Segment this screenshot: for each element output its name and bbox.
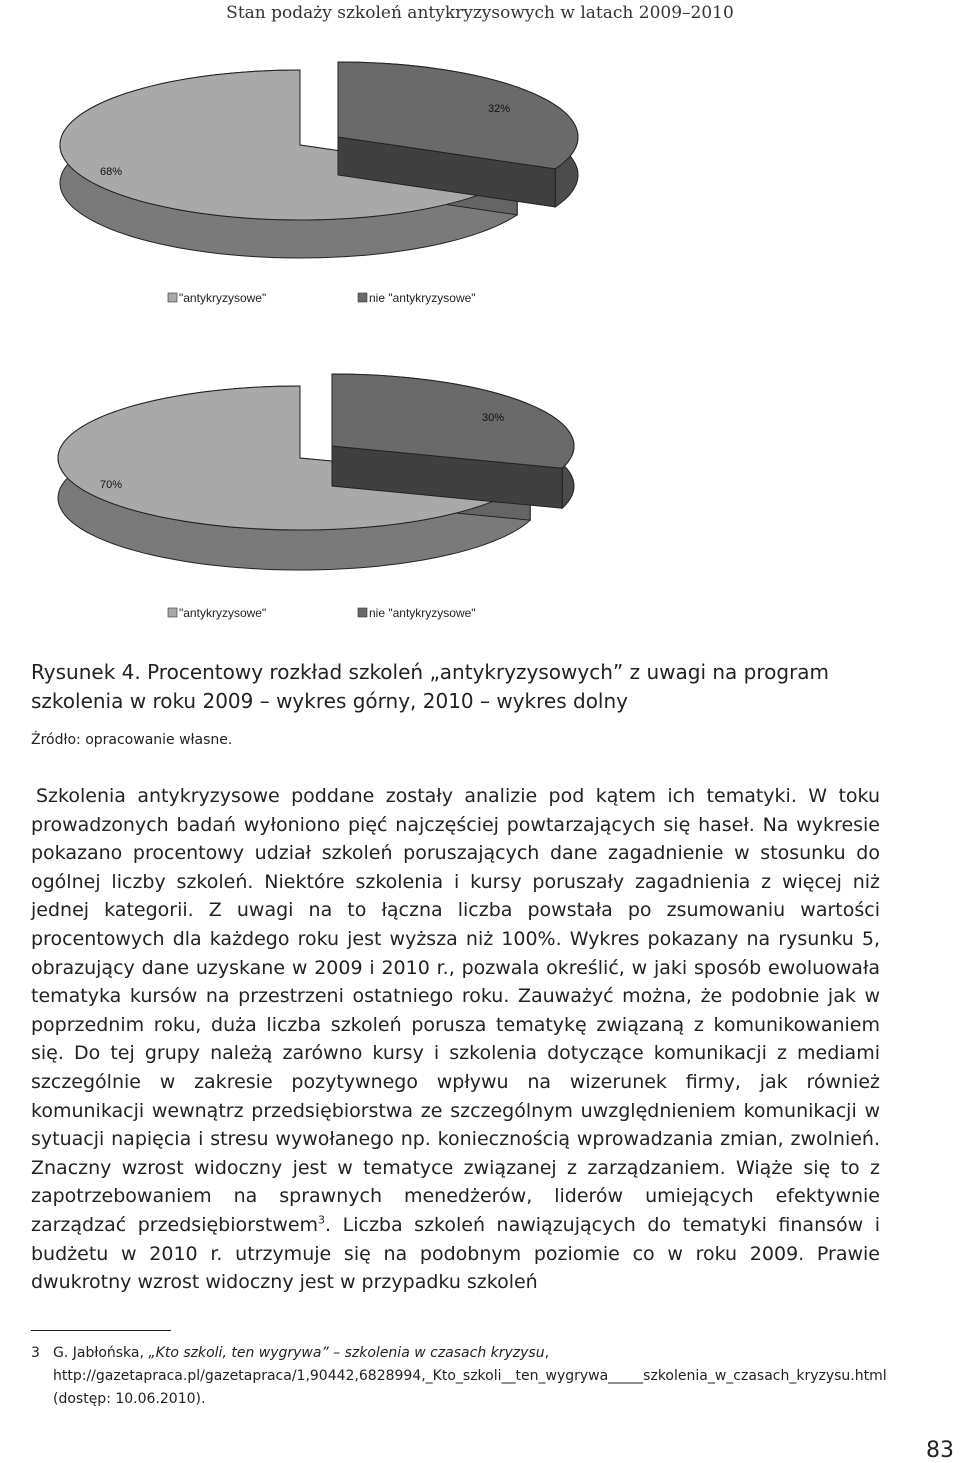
footnote-author: G. Jabłońska, (53, 1345, 149, 1361)
legend-label: nie "antykryzysowe" (369, 606, 476, 620)
footnote-reference: 3 (318, 1213, 326, 1227)
figure-caption: Rysunek 4. Procentowy rozkład szkoleń „antykryzysowych” z uwagi na program szkolenia w roku 2009 – wykres górny, 2010 – wykres dolny (31, 660, 830, 713)
figure-source: Źródło: opracowanie własne. (31, 732, 233, 748)
footnote-body (53, 1342, 891, 1411)
pie-chart-2010 (0, 370, 960, 650)
footnote-url: , http://gazetapraca.pl/gazetapraca/1,90442,6828994,_Kto_szkoli__ten_wygrywa_____szkolenia_w_czasach_kryzysu.html (dostęp: 10.06.2010). (53, 1345, 887, 1407)
pie-slice-2010-nie-antykryzysowe (332, 374, 574, 508)
body-text-main: Szkolenia antykryzysowe poddane zostały analizie pod kątem ich tematyki. W toku prowadzonych badań wyłoniono pięć najczęściej powtarzających się haseł. Na wykresie pokazano procentowy udział szkoleń poruszających dane zagadnienie w stosunku do ogólnej liczby szkoleń. Niektóre szkolenia i kursy poruszały zagadnienia z więcej niż jednej kategorii. Z uwagi na to łączna liczba powstała po zsumowaniu wartości procentowych dla każdego roku jest wyższa niż 100%. Wykres pokazany na rysunku 5, obrazujący dane uzyskane w 2009 i 2010 r., pozwala określić, w jaki sposób ewoluowała tematyka kursów na przestrzeni ostatniego roku. Zauważyć można, że podobnie jak w poprzednim roku, duża liczba szkoleń porusza tematykę związaną z komunikowaniem się. Do tej grupy należą zarówno kursy i szkolenia dotyczące komunikacji z mediami szczególnie w zakresie pozytywnego wpływu na wizerunek firmy, jak również komunikacji wewnątrz przedsiębiorstwa ze szczególnym uwzględnieniem komunikacji w sytuacji napięcia i stresu wywołanego np. koniecznością wprowadzania zmian, zwolnień. Znaczny wzrost widoczny jest w tematyce związanej z zarządzaniem. Wiąże się to z zapotrzebowaniem na sprawnych menedżerów, liderów umiejących efektywnie zarządzać przedsiębiorstwem (31, 785, 880, 1236)
page-number: 83 (926, 1438, 954, 1463)
pie-value-label: 68% (100, 166, 123, 178)
legend-swatch (168, 608, 177, 617)
pie-value-label: 30% (482, 412, 505, 424)
legend-label: "antykryzysowe" (179, 606, 267, 620)
footnote-number: 3 (31, 1345, 40, 1361)
pie-value-label: 70% (100, 479, 123, 491)
footnote-title: „Kto szkoli, ten wygrywa” – szkolenia w czasach kryzysu (148, 1345, 545, 1361)
chart-legend (168, 291, 476, 305)
pie-value-label: 32% (488, 103, 511, 115)
legend-swatch (358, 608, 367, 617)
running-header: Stan podaży szkoleń antykryzysowych w latach 2009–2010 (226, 3, 734, 23)
chart-legend (168, 606, 476, 620)
body-paragraph (31, 782, 880, 1297)
pie-chart-2009 (0, 55, 960, 340)
legend-swatch (168, 293, 177, 302)
footnote-separator (31, 1330, 171, 1331)
legend-swatch (358, 293, 367, 302)
legend-label: nie "antykryzysowe" (369, 291, 476, 305)
legend-label: "antykryzysowe" (179, 291, 267, 305)
footnote (31, 1342, 891, 1411)
body-text-rest: . Liczba szkoleń nawiązujących do tematyki finansów i budżetu w 2010 r. utrzymuje się na podobnym poziomie co w roku 2009. Prawie dwukrotny wzrost widoczny jest w przypadku szkoleń (31, 1213, 881, 1294)
